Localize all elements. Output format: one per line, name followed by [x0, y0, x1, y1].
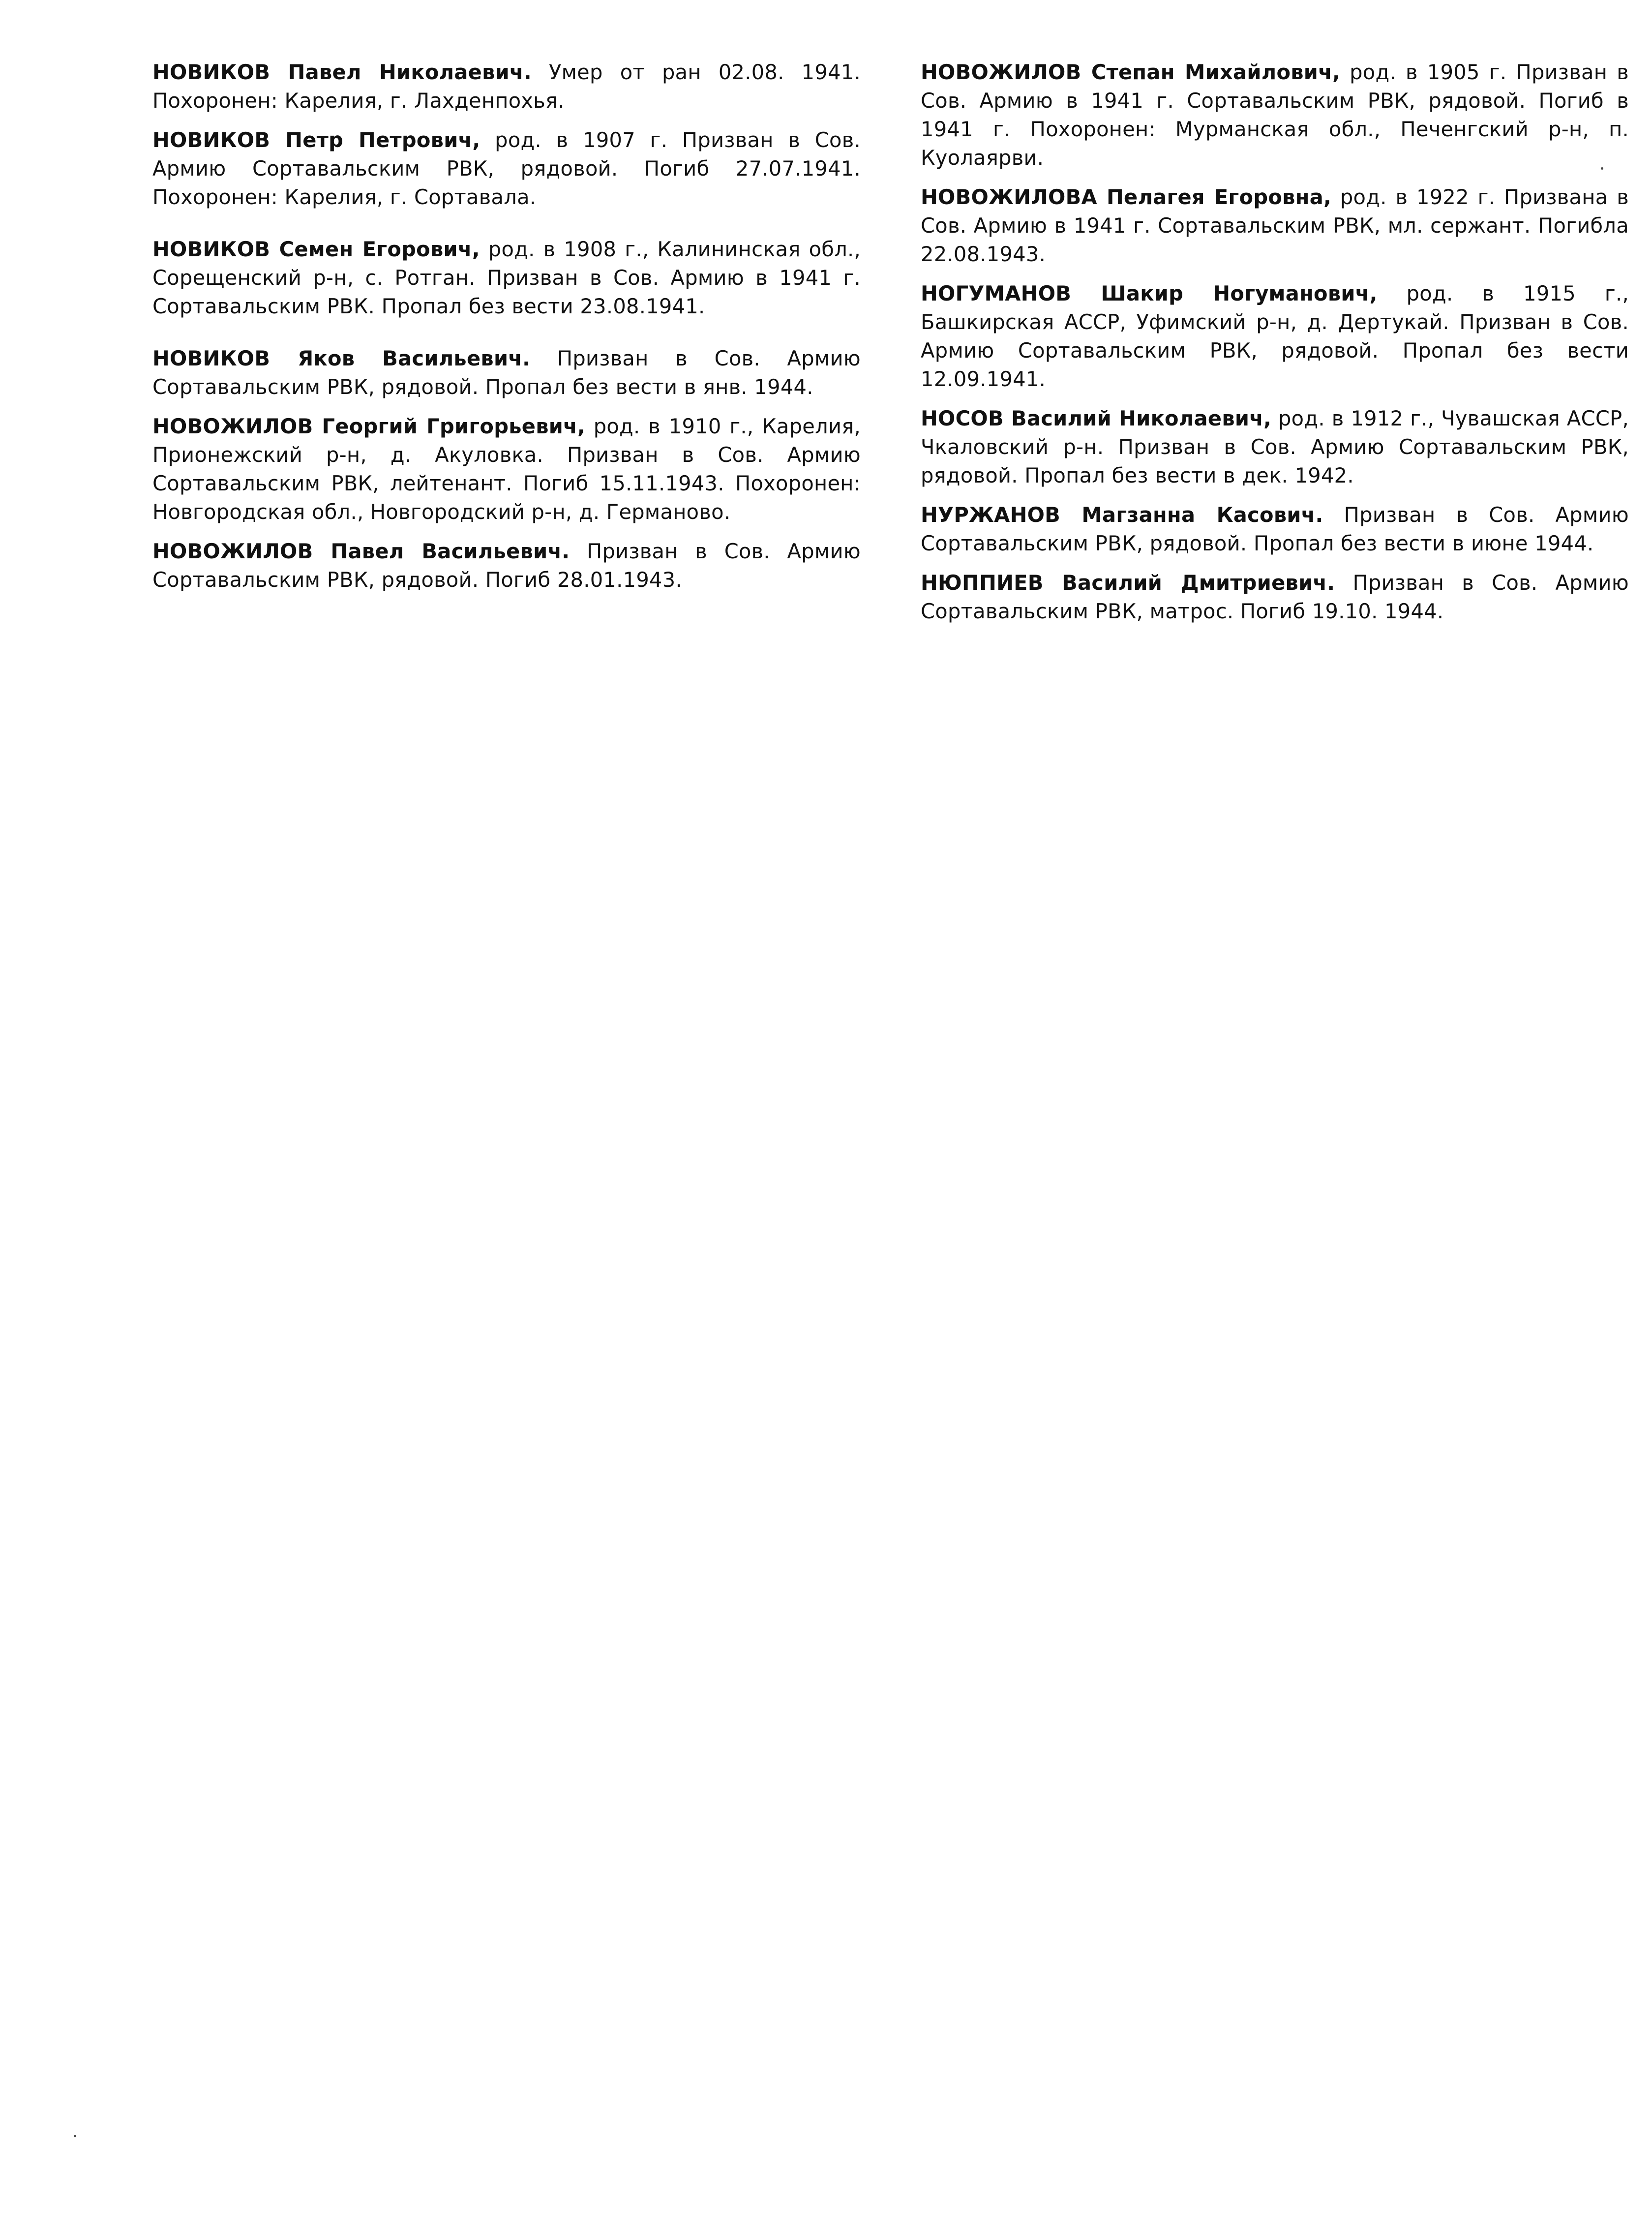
scan-speck	[1601, 167, 1603, 170]
entry-text: род. в 1915 г., Башкирская АССР, Уфимский р-н, д. Дертукай. Призван в Сов. Армию Сортавальским РВК, рядовой. Пропал без вести 12.09.1941.	[921, 281, 1629, 391]
entry	[152, 537, 861, 594]
entry-text: род. в 1908 г., Калининская обл., Сорещенский р-н, с. Ротган. Призван в Сов. Армию в 1941 г. Сортавальским РВК. Пропал без вести 23.08.1941.	[152, 237, 861, 318]
entry-text: Призван в Сов. Армию Сортавальским РВК, рядовой. Погиб 28.01.1943.	[152, 539, 861, 592]
entry	[152, 344, 861, 401]
entry	[152, 58, 861, 115]
entry-text: род. в 1907 г. Призван в Сов. Армию Сортавальским РВК, рядовой. Погиб 27.07.1941. Похоронен: Карелия, г. Сортавала.	[152, 128, 861, 209]
entry	[921, 279, 1629, 394]
entry-text: Призван в Сов. Армию Сортавальским РВК, рядовой. Пропал без вести в янв. 1944.	[152, 346, 861, 399]
entry-text: род. в 1922 г. Призвана в Сов. Армию в 1941 г. Сортавальским РВК, мл. сержант. Погибла 22.08.1943.	[921, 185, 1629, 266]
entry	[921, 58, 1629, 172]
entry-text: род. в 1905 г. Призван в Сов. Армию в 1941 г. Сортавальским РВК, рядовой. Погиб в 1941 г. Похоронен: Мурманская обл., Печенгский р-н, п. Куолаярви.	[921, 60, 1629, 170]
entry	[152, 126, 861, 212]
entry-name: НОСОВ Василий Николаевич,	[921, 406, 1272, 430]
entry-text: род. в 1910 г., Карелия, Прионежский р-н, д. Акуловка. Призван в Сов. Армию Сортавальским РВК, лейтенант. Погиб 15.11.1943. Похоронен: Новгородская обл., Новгородский р-н, д. Германово.	[152, 414, 861, 524]
entry-text: Умер от ран 02.08. 1941. Похоронен: Карелия, г. Лахденпохья.	[152, 60, 861, 113]
entry	[921, 404, 1629, 490]
entry-name: НОВИКОВ Павел Николаевич.	[152, 60, 532, 84]
entry-text: Призван в Сов. Армию Сортавальским РВК, матрос. Погиб 19.10. 1944.	[921, 571, 1629, 623]
entry-name: НОГУМАНОВ Шакир Ногуманович,	[921, 281, 1378, 305]
entry-name: НОВОЖИЛОВ Степан Михайлович,	[921, 60, 1341, 84]
entry	[921, 569, 1629, 626]
entry	[152, 412, 861, 526]
entry-text: род. в 1912 г., Чувашская АССР, Чкаловский р-н. Призван в Сов. Армию Сортавальским РВК, рядовой. Пропал без вести в дек. 1942.	[921, 406, 1629, 487]
entry-name: НЮППИЕВ Василий Дмитриевич.	[921, 571, 1335, 595]
entry-name: НОВОЖИЛОВ Павел Васильевич.	[152, 539, 570, 563]
entry-name: НОВОЖИЛОВ Георгий Григорьевич,	[152, 414, 585, 438]
entry	[921, 501, 1629, 558]
right-column	[921, 58, 1629, 637]
entry	[921, 183, 1629, 269]
entry	[152, 235, 861, 321]
left-column	[152, 58, 861, 605]
scan-speck	[74, 2135, 76, 2137]
entry-name: НОВИКОВ Яков Васильевич.	[152, 346, 531, 370]
entry-name: НОВИКОВ Семен Егорович,	[152, 237, 480, 261]
entry-name: НОВОЖИЛОВА Пелагея Егоровна,	[921, 185, 1332, 209]
entry-name: НОВИКОВ Петр Петрович,	[152, 128, 481, 152]
entry-name: НУРЖАНОВ Магзанна Касович.	[921, 503, 1323, 527]
entry-text: Призван в Сов. Армию Сортавальским РВК, рядовой. Пропал без вести в июне 1944.	[921, 503, 1629, 555]
